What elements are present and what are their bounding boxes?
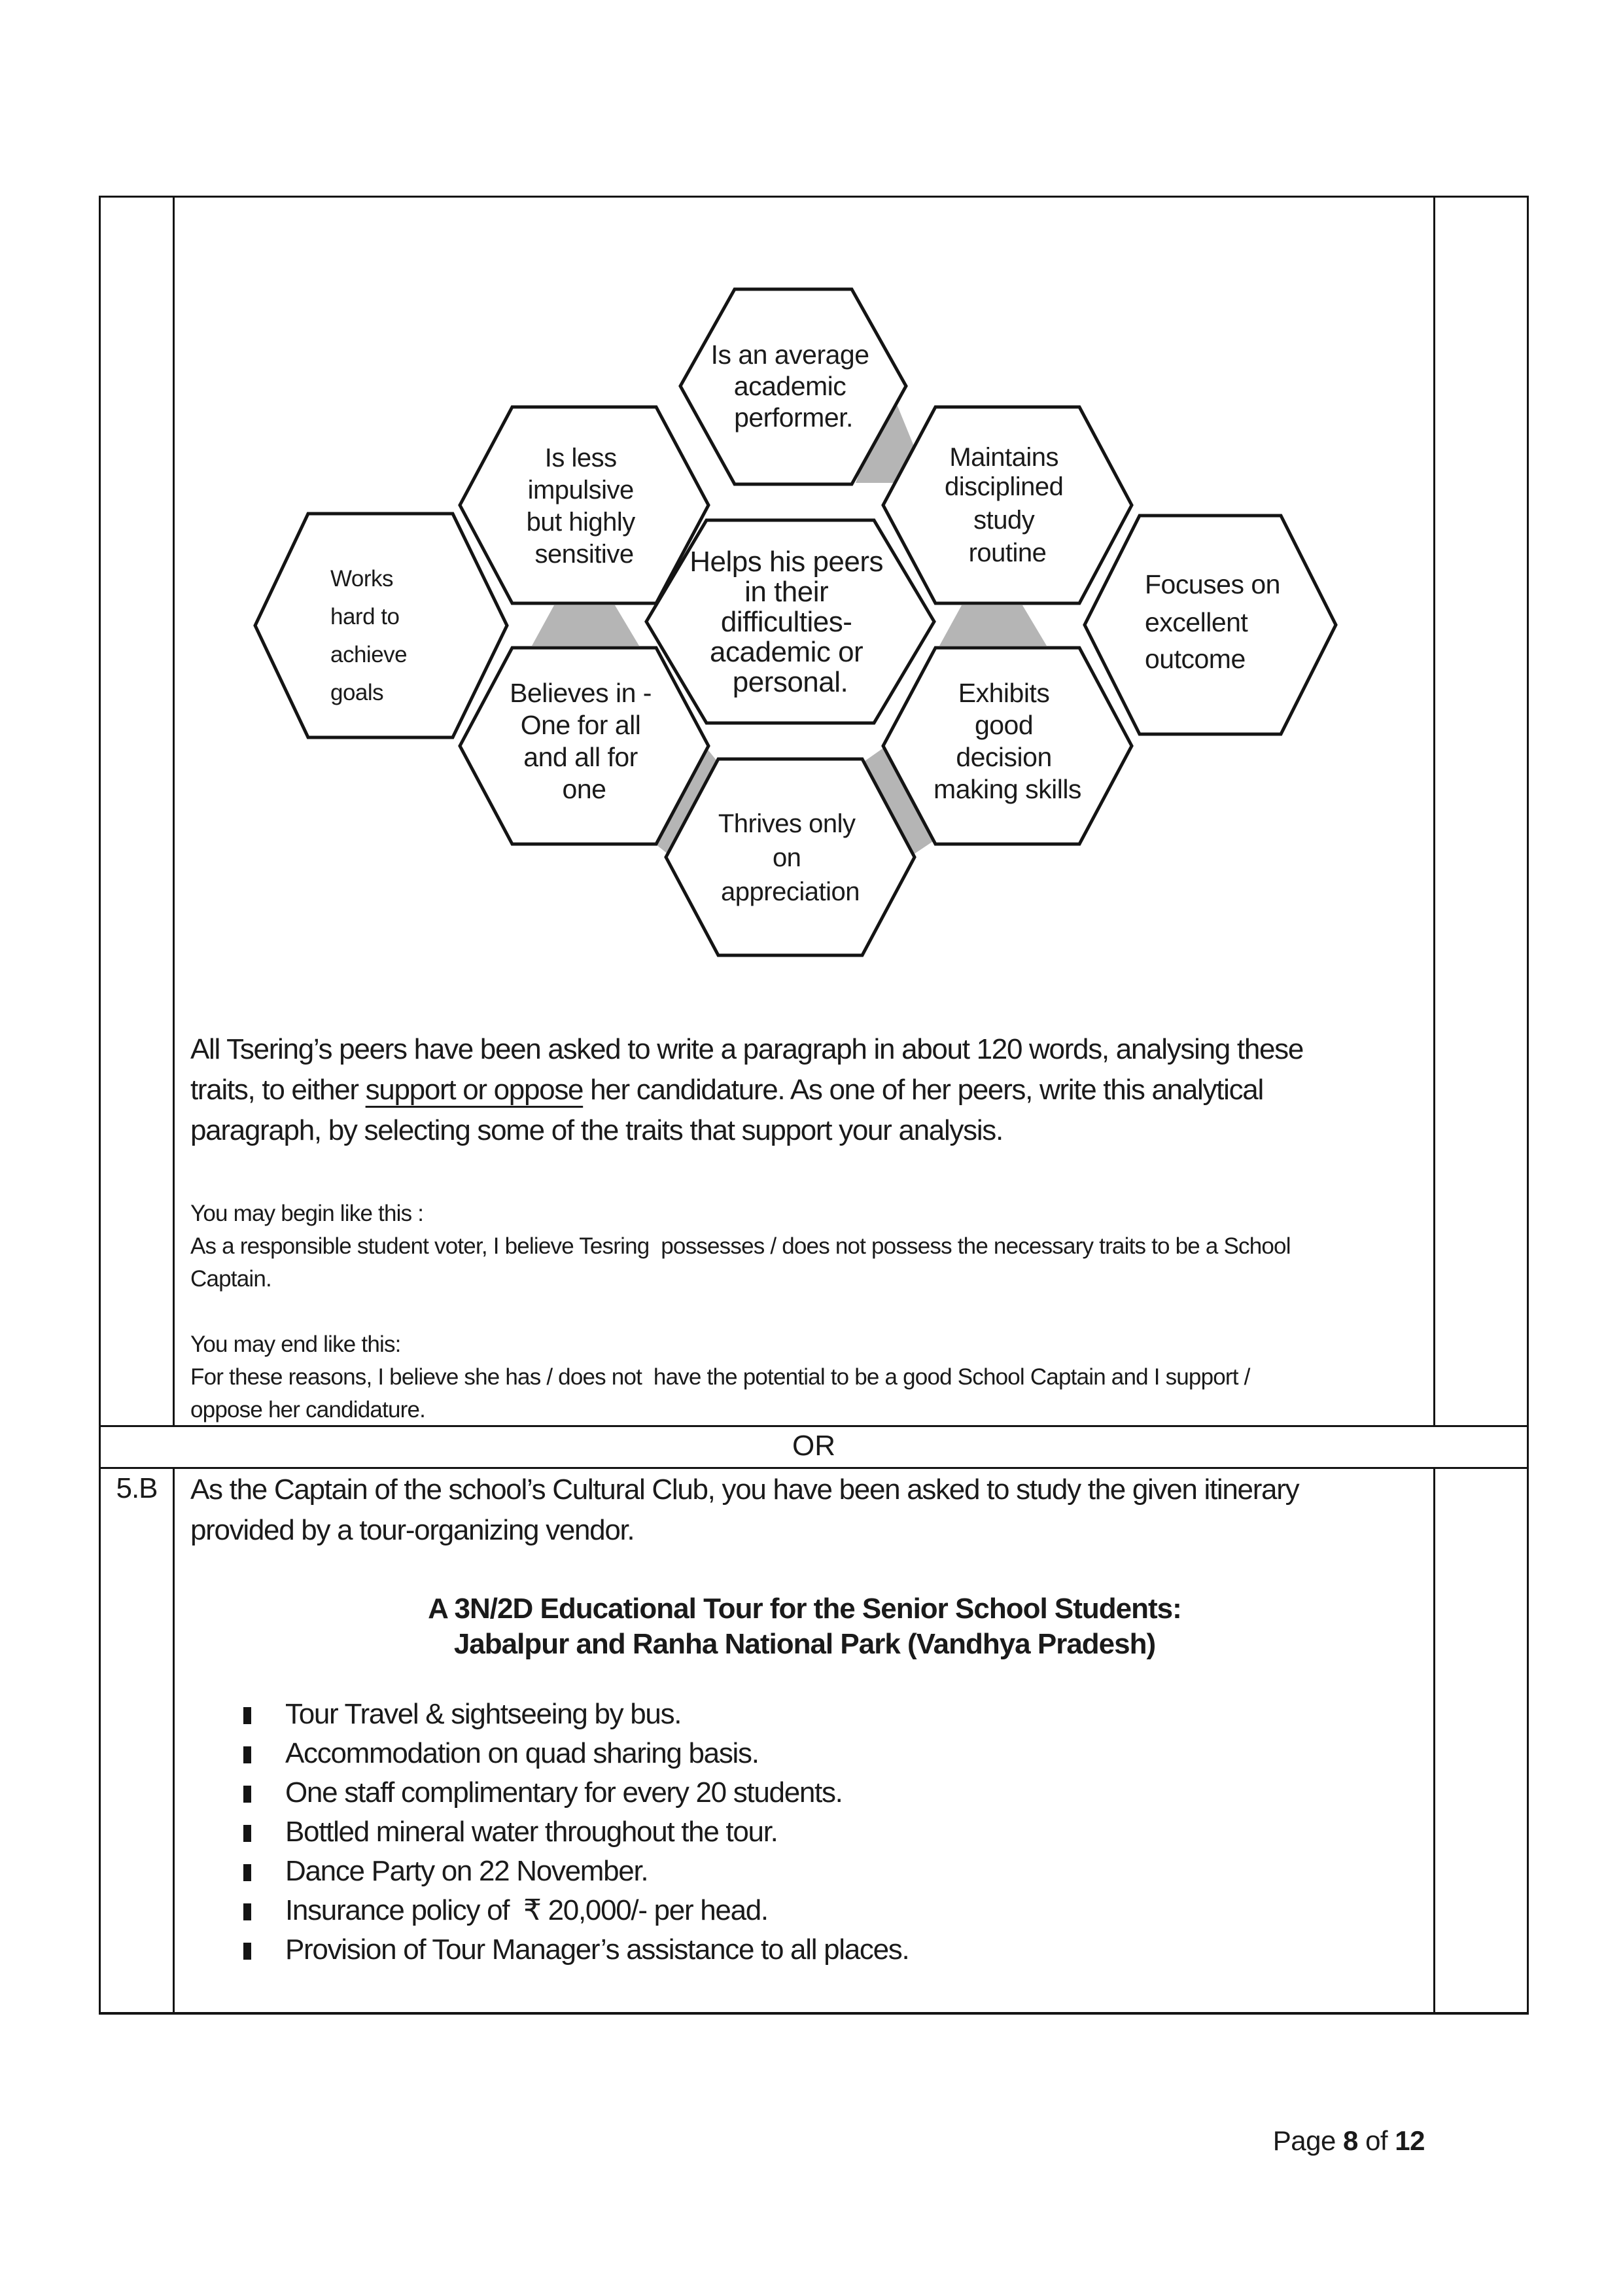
list-item — [175, 1812, 1418, 1852]
footer-label-of: of — [1357, 2125, 1395, 2156]
traits-hexagon-diagram — [175, 198, 1433, 1016]
tour-heading — [190, 1591, 1419, 1662]
task-line-2-underlined: support or oppose — [365, 1074, 584, 1106]
question-5a-content-cell — [175, 198, 1433, 1425]
table-border-right-divider-bottom — [1433, 1467, 1435, 2012]
hint-begin-label: You may begin like this : — [190, 1201, 424, 1226]
task-line-2-pre: traits, to either — [190, 1074, 366, 1106]
hint-end-line-1: For these reasons, I believe she has / does not have the potential to be a good School Captain and I support / — [190, 1364, 1250, 1390]
hint-begin-line-2: Captain. — [190, 1266, 271, 1292]
hint-end-label: You may end like this: — [190, 1332, 401, 1357]
list-item-text: Insurance policy of ₹ 20,000/- per head. — [285, 1894, 768, 1926]
footer-page-total: 12 — [1395, 2125, 1425, 2156]
or-divider-row — [101, 1425, 1527, 1467]
tour-heading-line-1: A 3N/2D Educational Tour for the Senior School Students: — [428, 1593, 1181, 1625]
hexagon-label-helps-peers: Helps his peers in their difficulties- academic or personal. — [689, 546, 884, 698]
question-table — [99, 196, 1529, 2015]
hexagon-label-works-hard: Works hard to achieve goals — [330, 566, 408, 705]
hexagon-less-impulsive — [460, 407, 708, 603]
hint-block — [190, 1197, 1419, 1426]
hexagon-label-average-performer: Is an average academic performer. — [710, 340, 869, 433]
hint-gap — [190, 1296, 1419, 1328]
bullet-square-icon — [243, 1864, 251, 1881]
list-item-text: Provision of Tour Manager’s assistance to all places. — [285, 1934, 909, 1966]
list-item — [175, 1773, 1418, 1812]
hint-end-line-2: oppose her candidature. — [190, 1397, 426, 1422]
question-5b-intro — [190, 1470, 1419, 1551]
list-item-text: Accommodation on quad sharing basis. — [285, 1737, 759, 1769]
footer-label-page: Page — [1272, 2125, 1344, 2156]
bullet-square-icon — [243, 1707, 251, 1724]
tour-heading-line-2: Jabalpur and Ranha National Park (Vandhya Pradesh) — [453, 1628, 1156, 1660]
hint-begin-line-1: As a responsible student voter, I believe Tesring possesses / does not possess the necessary traits to be a School — [190, 1233, 1291, 1259]
bullet-square-icon — [243, 1825, 251, 1842]
task-paragraph — [190, 1029, 1419, 1151]
list-item-text: Dance Party on 22 November. — [285, 1855, 648, 1887]
page-footer — [1273, 2125, 1425, 2157]
hexagon-label-focuses-outcome: Focuses on excellent outcome — [1145, 569, 1280, 674]
hexagon-label-thrives-appreciation: Thrives only on appreciation — [718, 809, 860, 906]
task-line-3: paragraph, by selecting some of the traits that support your analysis. — [190, 1114, 1003, 1146]
list-item — [175, 1852, 1418, 1891]
table-border-right-divider-top — [1433, 198, 1435, 1425]
hexagon-label-decision-skills: Exhibits good decision making skills — [934, 678, 1081, 804]
bullet-square-icon — [243, 1943, 251, 1960]
bullet-square-icon — [243, 1786, 251, 1803]
or-label: OR — [792, 1430, 835, 1462]
bullet-square-icon — [243, 1903, 251, 1920]
bullet-square-icon — [243, 1746, 251, 1763]
question-5b-content-cell — [175, 1467, 1433, 2012]
list-item — [175, 1930, 1418, 1969]
task-line-2-post: her candidature. As one of her peers, write this analytical — [583, 1074, 1263, 1106]
footer-page-number: 8 — [1343, 2125, 1358, 2156]
intro-line-1: As the Captain of the school’s Cultural Club, you have been asked to study the given itinerary — [190, 1474, 1299, 1506]
question-number: 5.B — [116, 1472, 158, 1504]
question-number-cell — [101, 1467, 173, 1505]
connector-left — [532, 605, 639, 646]
task-line-1: All Tsering’s peers have been asked to write a paragraph in about 120 words, analysing these — [190, 1033, 1304, 1065]
hexagon-disciplined-study — [883, 407, 1132, 603]
list-item-text: One staff complimentary for every 20 students. — [285, 1776, 843, 1809]
list-item — [175, 1695, 1418, 1734]
hexagon-label-disciplined-study: Maintains disciplined study routine — [945, 443, 1064, 567]
hexagon-label-less-impulsive: Is less impulsive but highly sensitive — [526, 444, 635, 569]
list-item-text: Bottled mineral water throughout the tour. — [285, 1816, 778, 1848]
list-item-text: Tour Travel & sightseeing by bus. — [285, 1698, 682, 1730]
itinerary-list — [175, 1695, 1418, 1969]
connector-right — [939, 605, 1047, 646]
hexagon-label-one-for-all: Believes in - One for all and all for one — [510, 678, 652, 804]
list-item — [175, 1891, 1418, 1930]
task-line-2 — [190, 1070, 1419, 1110]
list-item — [175, 1734, 1418, 1773]
intro-line-2: provided by a tour-organizing vendor. — [190, 1514, 635, 1546]
